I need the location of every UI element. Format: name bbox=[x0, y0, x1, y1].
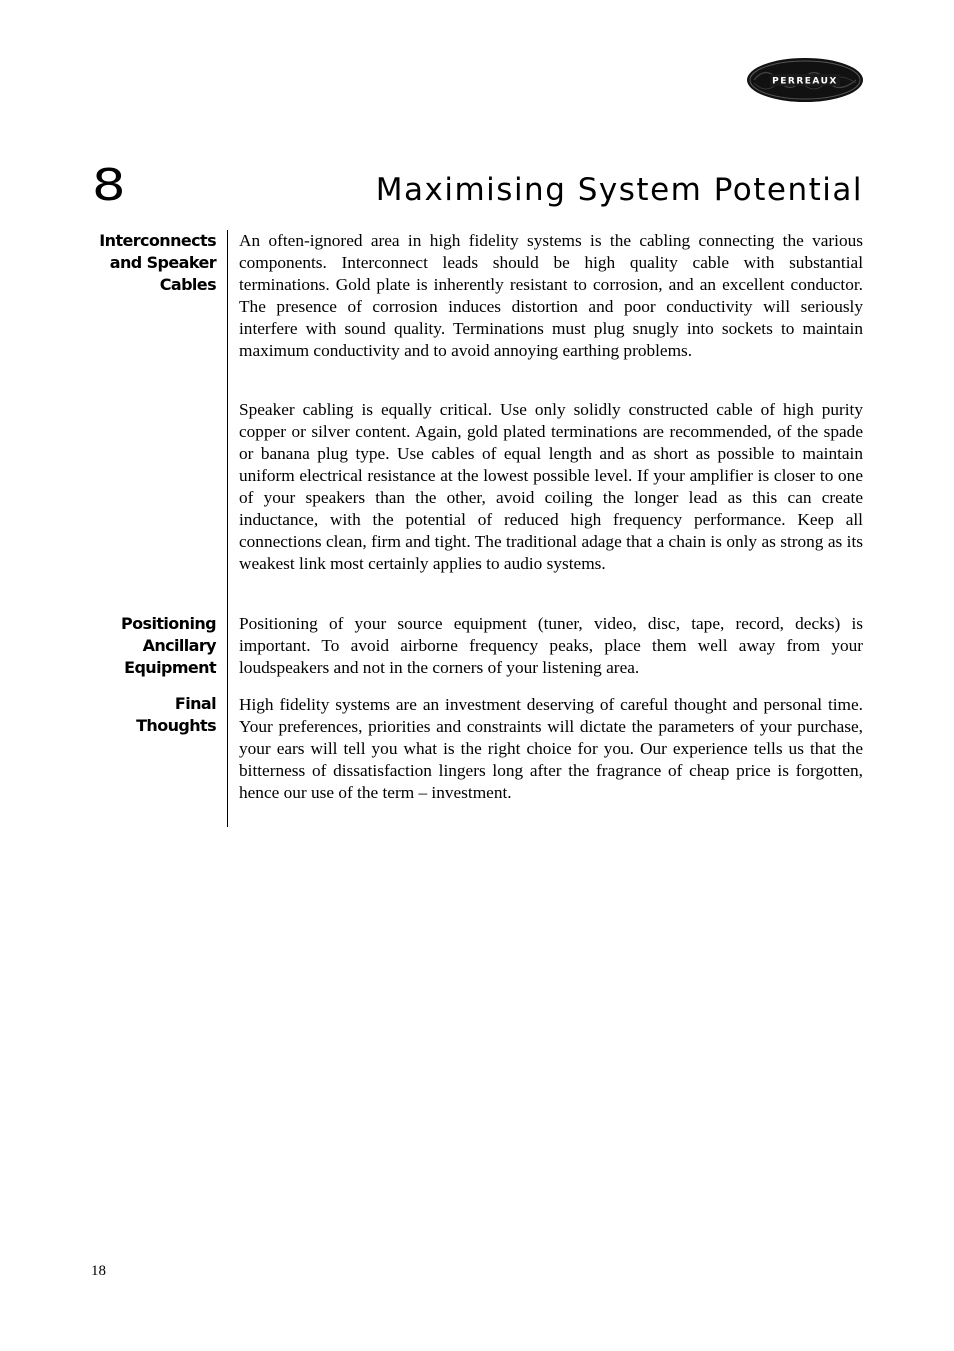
section-heading-final-thoughts bbox=[56, 693, 216, 737]
perreaux-logo bbox=[746, 57, 864, 103]
paragraph-interconnects: An often-ignored area in high fidelity systems is the cabling connecting the various components. Interconnect leads should be high quality cable with substantial terminations. Gold plate is inherently resistant to corrosion, and an excellent conductor. The presence of corrosion induces distortion and poor conductivity will seriously interfere with sound quality. Terminations must plug snugly into sockets to maintain maximum conductivity and to avoid annoying earthing problems. bbox=[239, 231, 863, 360]
chapter-number: 8 bbox=[92, 160, 126, 211]
heading-line: Positioning bbox=[121, 614, 216, 633]
column-divider bbox=[227, 230, 228, 827]
heading-line: Final bbox=[174, 694, 216, 713]
section-heading-positioning bbox=[56, 613, 216, 679]
heading-line: Cables bbox=[159, 275, 216, 294]
page-number: 18 bbox=[91, 1263, 106, 1279]
paragraph-speaker-cabling: Speaker cabling is equally critical. Use only solidly constructed cable of high purity copper or silver content. Again, gold plated terminations are recommended, of the spade or banana plug type. Use cables of equal length and as short as possible to maintain uniform electrical resistance at the lowest possible level. If your amplifier is closer to one of your speakers than the other, avoid coiling the longer lead as this can create inductance, with the potential of reduced high frequency performance. Keep all connections clean, firm and tight. The traditional adage that a chain is only as strong as its weakest link most certainly applies to audio systems. bbox=[239, 400, 863, 573]
heading-line: Thoughts bbox=[136, 716, 216, 735]
heading-line: Ancillary bbox=[142, 636, 216, 655]
paragraph-final-thoughts: High fidelity systems are an investment deserving of careful thought and personal time. Your preferences, priorities and constraints will dictate the parameters of your purchase, your ears will tell you what is the right choice for you. Our experience tells us that the bitterness of dissatisfaction lingers long after the fragrance of cheap price is forgotten, hence our use of the term – investment. bbox=[239, 695, 863, 802]
section-heading-interconnects bbox=[56, 230, 216, 296]
heading-line: and Speaker bbox=[109, 253, 216, 272]
chapter-title: Maximising System Potential bbox=[375, 172, 863, 208]
logo-wordmark: PERREAUX bbox=[772, 76, 838, 87]
heading-line: Equipment bbox=[124, 658, 216, 677]
heading-line: Interconnects bbox=[99, 231, 216, 250]
paragraph-positioning: Positioning of your source equipment (tuner, video, disc, tape, record, decks) is important. To avoid airborne frequency peaks, place them well away from your loudspeakers and not in the corners of your listening area. bbox=[239, 614, 863, 677]
